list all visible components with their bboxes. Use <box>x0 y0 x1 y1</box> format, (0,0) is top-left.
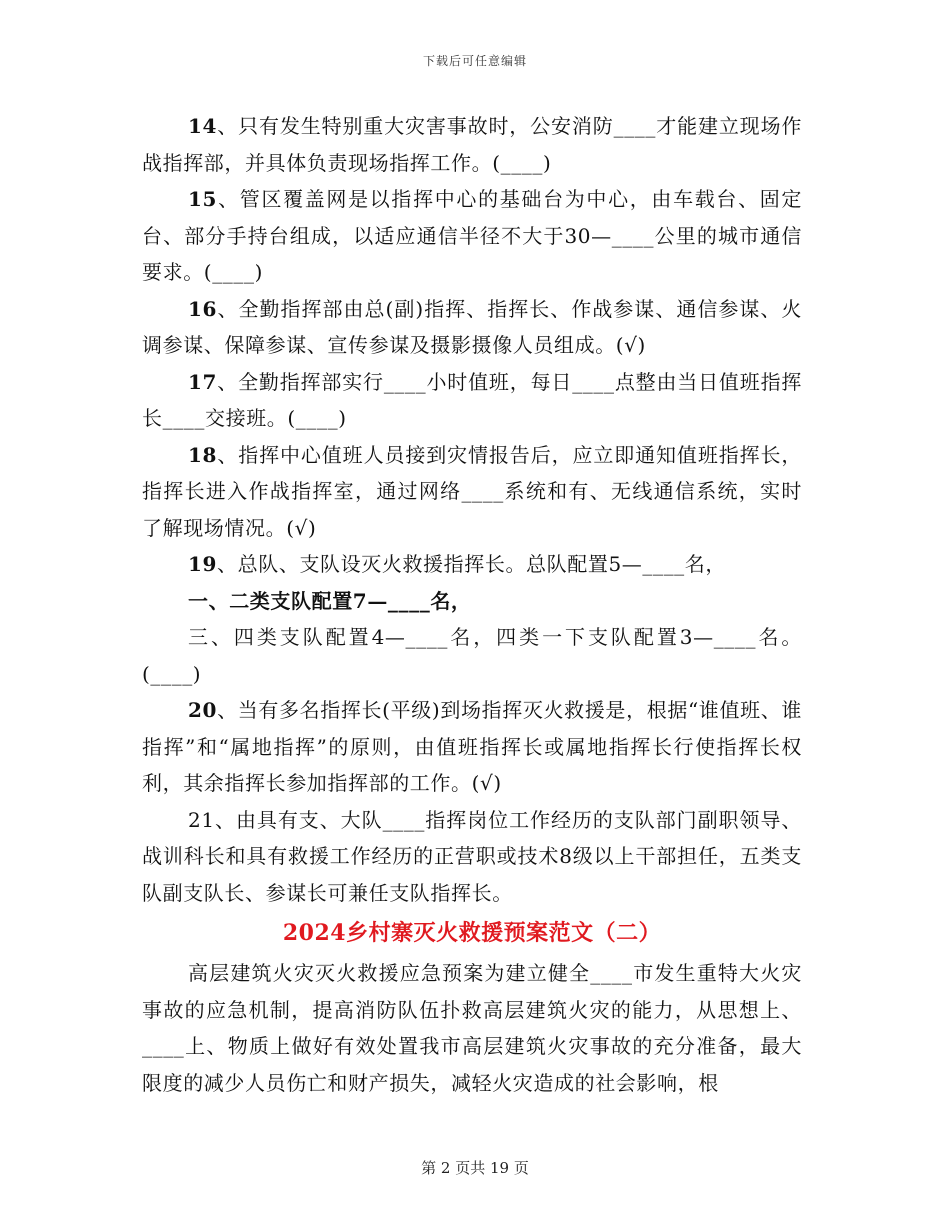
question-number: 14 <box>188 114 218 138</box>
question-text: 、当有多名指挥长(平级)到场指挥灭火救援是，根据“谁值班、谁指挥”和“属地指挥”的原则，由值班指挥长或属地指挥长行使指挥长权利，其余指挥长参加指挥部的工作。(√) <box>142 698 802 795</box>
question-21: 21、由具有支、大队____指挥岗位工作经历的支队部门副职领导、战训科长和具有救援工作经历的正营职或技术8级以上干部担任，五类支队副支队长、参谋长可兼任支队指挥长。 <box>142 807 802 905</box>
question-19-line-2: 一、二类支队配置7—____名， <box>188 588 472 613</box>
body-paragraph: 高层建筑火灾灭火救援应急预案为建立健全____市发生重特大火灾事故的应急机制，提高消防队伍扑救高层建筑火灾的能力，从思想上、____上、物质上做好有效处置我市高层建筑火灾事故的充分准备，最大限度的减少人员伤亡和财产损失，减轻火灾造成的社会影响，根 <box>142 961 802 1095</box>
question-number: 18 <box>188 442 218 467</box>
question-number: 20 <box>188 698 218 722</box>
question-text: 、总队、支队设灭火救援指挥长。总队配置5—____名， <box>217 552 726 576</box>
question-16 <box>142 291 802 364</box>
question-18 <box>142 437 802 547</box>
section-title: 2024乡村寨灭火救援预案范文（二） <box>282 920 662 946</box>
question-19 <box>142 546 802 583</box>
question-text: 、全勤指挥部由总(副)指挥、指挥长、作战参谋、通信参谋、火调参谋、保障参谋、宣传参谋及摄影摄像人员组成。(√) <box>142 296 802 357</box>
question-20 <box>142 692 802 802</box>
question-14 <box>142 108 802 181</box>
document-body <box>142 108 802 1101</box>
question-19-line-3: 三、四类支队配置4—____名，四类一下支队配置3—____名。(____) <box>142 625 802 686</box>
question-number: 15 <box>188 187 218 211</box>
question-text: 、只有发生特别重大灾害事故时，公安消防____才能建立现场作战指挥部，并具体负责现场指挥工作。(____) <box>142 114 802 175</box>
page-footer: 第 2 页共 19 页 <box>421 1159 529 1177</box>
question-text: 、指挥中心值班人员接到灾情报告后，应立即通知值班指挥长，指挥长进入作战指挥室，通过网络____系统和有、无线通信系统，实时了解现场情况。(√) <box>142 442 802 540</box>
question-number: 17 <box>188 369 218 394</box>
question-number: 16 <box>188 296 218 321</box>
question-17 <box>142 364 802 437</box>
question-text: 、管区覆盖网是以指挥中心的基础台为中心，由车载台、固定台、部分手持台组成，以适应通信半径不大于30—____公里的城市通信要求。(____) <box>142 187 802 284</box>
page-header: 下载后可任意编辑 <box>422 54 527 68</box>
question-15 <box>142 181 802 291</box>
question-text: 、全勤指挥部实行____小时值班，每日____点整由当日值班指挥长____交接班。(____) <box>142 369 802 430</box>
question-number: 19 <box>188 552 218 576</box>
